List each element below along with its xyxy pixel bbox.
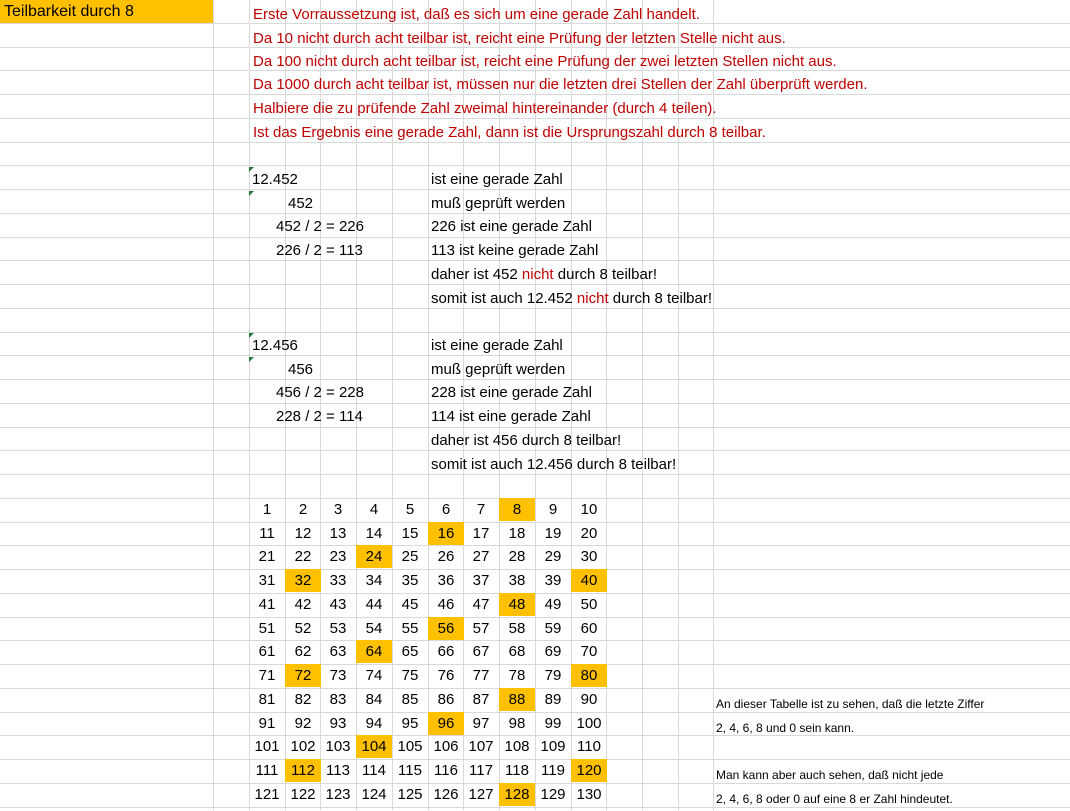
- number-cell[interactable]: 76: [437, 667, 455, 684]
- number-cell-multiple-of-8[interactable]: 128: [499, 783, 535, 806]
- number-cell-multiple-of-8[interactable]: 16: [428, 522, 464, 545]
- example1-number[interactable]: 12.452: [252, 171, 298, 188]
- number-cell[interactable]: 84: [365, 691, 383, 708]
- intro-line-1: Erste Vorraussetzung ist, daß es sich um eine gerade Zahl handelt.: [253, 6, 700, 23]
- number-cell[interactable]: 27: [472, 548, 490, 565]
- number-cell[interactable]: 69: [544, 643, 562, 660]
- number-cell[interactable]: 2: [298, 501, 308, 518]
- sheet-title-cell[interactable]: Teilbarkeit durch 8: [0, 0, 213, 23]
- number-cell[interactable]: 9: [548, 501, 558, 518]
- number-cell[interactable]: 13: [329, 525, 347, 542]
- number-cell-multiple-of-8[interactable]: 40: [571, 569, 607, 592]
- number-cell[interactable]: 116: [434, 762, 458, 779]
- number-cell[interactable]: 122: [290, 786, 316, 803]
- example2-step-2[interactable]: 228 / 2 = 114: [276, 408, 363, 425]
- number-cell[interactable]: 102: [290, 738, 316, 755]
- number-cell-multiple-of-8[interactable]: 24: [356, 545, 392, 568]
- row-gridline: [0, 165, 1070, 166]
- conclusion-text: somit ist auch 12.452: [431, 290, 577, 307]
- number-cell[interactable]: 4: [369, 501, 379, 518]
- conclusion-text: daher ist 452: [431, 266, 522, 283]
- text-number-indicator-icon: [249, 191, 254, 196]
- conclusion-text: durch 8 teilbar!: [608, 290, 712, 307]
- number-cell[interactable]: 125: [397, 786, 423, 803]
- intro-line-2: Da 10 nicht durch acht teilbar ist, reicht eine Prüfung der letzten Stelle nicht aus.: [253, 30, 786, 47]
- number-cell[interactable]: 94: [365, 715, 383, 732]
- number-cell[interactable]: 115: [398, 762, 422, 779]
- number-cell[interactable]: 53: [329, 620, 347, 637]
- example1-result-1[interactable]: ist eine gerade Zahl: [431, 171, 563, 188]
- number-cell[interactable]: 121: [254, 786, 280, 803]
- number-cell[interactable]: 25: [401, 548, 419, 565]
- intro-line-4: Da 1000 durch acht teilbar ist, müssen nur die letzten drei Stellen der Zahl überprüft werden.: [253, 76, 868, 93]
- number-cell[interactable]: 108: [504, 738, 530, 755]
- number-cell[interactable]: 6: [441, 501, 451, 518]
- number-cell[interactable]: 35: [401, 572, 419, 589]
- number-cell[interactable]: 49: [544, 596, 562, 613]
- intro-line-6: Ist das Ergebnis eine gerade Zahl, dann ist die Ursprungszahl durch 8 teilbar.: [253, 124, 766, 141]
- number-cell[interactable]: 97: [472, 715, 490, 732]
- number-cell-multiple-of-8[interactable]: 120: [571, 759, 607, 782]
- number-cell[interactable]: 82: [294, 691, 312, 708]
- number-cell[interactable]: 38: [508, 572, 526, 589]
- example2-result-3[interactable]: 228 ist eine gerade Zahl: [431, 384, 592, 401]
- number-cell[interactable]: 95: [401, 715, 419, 732]
- example2-last-three-digits[interactable]: 456: [288, 361, 314, 378]
- number-cell[interactable]: 37: [472, 572, 490, 589]
- number-cell[interactable]: 31: [258, 572, 276, 589]
- number-cell[interactable]: 50: [580, 596, 598, 613]
- number-cell[interactable]: 29: [544, 548, 562, 565]
- number-cell-multiple-of-8[interactable]: 32: [285, 569, 321, 592]
- number-cell[interactable]: 17: [472, 525, 490, 542]
- number-cell[interactable]: 65: [401, 643, 419, 660]
- number-cell-multiple-of-8[interactable]: 72: [285, 664, 321, 687]
- number-cell[interactable]: 51: [258, 620, 276, 637]
- number-cell[interactable]: 47: [472, 596, 490, 613]
- number-cell-multiple-of-8[interactable]: 88: [499, 688, 535, 711]
- number-cell[interactable]: 110: [577, 738, 601, 755]
- number-cell[interactable]: 36: [437, 572, 455, 589]
- number-cell-multiple-of-8[interactable]: 80: [571, 664, 607, 687]
- row-gridline: [0, 332, 1070, 333]
- number-cell[interactable]: 114: [362, 762, 386, 779]
- number-cell[interactable]: 107: [468, 738, 494, 755]
- number-cell[interactable]: 12: [294, 525, 312, 542]
- number-cell[interactable]: 67: [472, 643, 490, 660]
- negation-word: nicht: [576, 290, 609, 307]
- number-cell-multiple-of-8[interactable]: 96: [428, 712, 464, 735]
- number-cell[interactable]: 105: [397, 738, 423, 755]
- number-cell[interactable]: 83: [329, 691, 347, 708]
- number-cell[interactable]: 79: [544, 667, 562, 684]
- negation-word: nicht: [521, 266, 554, 283]
- number-cell[interactable]: 92: [294, 715, 312, 732]
- number-cell[interactable]: 126: [433, 786, 459, 803]
- number-cell[interactable]: 89: [544, 691, 562, 708]
- number-cell[interactable]: 101: [254, 738, 280, 755]
- number-cell[interactable]: 98: [508, 715, 526, 732]
- example1-step-2[interactable]: 226 / 2 = 113: [276, 242, 363, 259]
- number-cell[interactable]: 52: [294, 620, 312, 637]
- number-cell[interactable]: 130: [576, 786, 602, 803]
- number-cell[interactable]: 57: [472, 620, 490, 637]
- example1-result-4[interactable]: 113 ist keine gerade Zahl: [431, 242, 599, 259]
- number-cell[interactable]: 118: [505, 762, 529, 779]
- number-cell[interactable]: 45: [401, 596, 419, 613]
- number-cell[interactable]: 85: [401, 691, 419, 708]
- number-cell-multiple-of-8[interactable]: 104: [356, 735, 392, 758]
- number-cell[interactable]: 59: [544, 620, 562, 637]
- number-cell[interactable]: 39: [544, 572, 562, 589]
- example2-step-1[interactable]: 456 / 2 = 228: [276, 384, 364, 401]
- example2-number[interactable]: 12.456: [252, 337, 298, 354]
- number-cell[interactable]: 71: [258, 667, 276, 684]
- number-cell[interactable]: 90: [580, 691, 598, 708]
- number-cell[interactable]: 124: [361, 786, 387, 803]
- number-cell[interactable]: 20: [580, 525, 598, 542]
- number-cell[interactable]: 123: [325, 786, 351, 803]
- number-cell[interactable]: 41: [258, 596, 276, 613]
- note-line-4[interactable]: 2, 4, 6, 8 oder 0 auf eine 8 er Zahl hindeutet.: [716, 792, 953, 806]
- number-cell[interactable]: 58: [508, 620, 526, 637]
- number-cell-multiple-of-8[interactable]: 48: [499, 593, 535, 616]
- intro-line-5: Halbiere die zu prüfende Zahl zweimal hintereinander (durch 4 teilen).: [253, 100, 717, 117]
- number-cell[interactable]: 61: [258, 643, 276, 660]
- number-cell[interactable]: 106: [433, 738, 459, 755]
- number-cell[interactable]: 111: [255, 762, 279, 779]
- number-cell[interactable]: 10: [580, 501, 598, 518]
- number-cell[interactable]: 42: [294, 596, 312, 613]
- example2-result-2[interactable]: muß geprüft werden: [431, 361, 566, 378]
- number-cell[interactable]: 1: [262, 501, 272, 518]
- number-cell[interactable]: 3: [333, 501, 343, 518]
- number-cell[interactable]: 7: [476, 501, 486, 518]
- number-cell[interactable]: 22: [294, 548, 312, 565]
- example1-conclusion-2[interactable]: [431, 287, 712, 310]
- example1-last-three-digits[interactable]: 452: [288, 195, 314, 212]
- example2-conclusion-1[interactable]: daher ist 456 durch 8 teilbar!: [431, 432, 622, 449]
- number-cell-multiple-of-8[interactable]: 56: [428, 617, 464, 640]
- number-cell[interactable]: 15: [401, 525, 419, 542]
- number-cell[interactable]: 14: [365, 525, 383, 542]
- number-cell[interactable]: 87: [472, 691, 490, 708]
- number-cell[interactable]: 26: [437, 548, 455, 565]
- number-cell[interactable]: 43: [329, 596, 347, 613]
- number-cell[interactable]: 21: [258, 548, 276, 565]
- number-cell[interactable]: 119: [541, 762, 565, 779]
- number-cell[interactable]: 66: [437, 643, 455, 660]
- note-line-2[interactable]: 2, 4, 6, 8 und 0 sein kann.: [716, 721, 855, 735]
- number-cell[interactable]: 30: [580, 548, 598, 565]
- conclusion-text: durch 8 teilbar!: [553, 266, 657, 283]
- number-cell[interactable]: 62: [294, 643, 312, 660]
- number-cell[interactable]: 33: [329, 572, 347, 589]
- number-cell[interactable]: 99: [544, 715, 562, 732]
- number-cell[interactable]: 75: [401, 667, 419, 684]
- number-cell[interactable]: 117: [469, 762, 493, 779]
- example1-result-2[interactable]: muß geprüft werden: [431, 195, 566, 212]
- number-cell[interactable]: 23: [329, 548, 347, 565]
- number-cell-multiple-of-8[interactable]: 8: [499, 498, 535, 521]
- number-cell[interactable]: 19: [544, 525, 562, 542]
- number-cell[interactable]: 11: [259, 525, 275, 542]
- number-cell[interactable]: 68: [508, 643, 526, 660]
- number-cell[interactable]: 81: [258, 691, 276, 708]
- note-line-1[interactable]: An dieser Tabelle ist zu sehen, daß die letzte Ziffer: [716, 697, 985, 711]
- number-cell[interactable]: 93: [329, 715, 347, 732]
- number-cell[interactable]: 74: [365, 667, 383, 684]
- note-line-3[interactable]: Man kann aber auch sehen, daß nicht jede: [716, 768, 944, 782]
- example1-result-3[interactable]: 226 ist eine gerade Zahl: [431, 218, 592, 235]
- number-cell[interactable]: 73: [329, 667, 347, 684]
- example2-result-1[interactable]: ist eine gerade Zahl: [431, 337, 563, 354]
- number-cell[interactable]: 44: [365, 596, 383, 613]
- example2-result-4[interactable]: 114 ist eine gerade Zahl: [431, 408, 591, 425]
- number-cell-multiple-of-8[interactable]: 64: [356, 640, 392, 663]
- number-cell[interactable]: 113: [326, 762, 350, 779]
- text-number-indicator-icon: [249, 357, 254, 362]
- number-cell[interactable]: 55: [401, 620, 419, 637]
- number-cell[interactable]: 86: [437, 691, 455, 708]
- number-cell[interactable]: 109: [540, 738, 566, 755]
- number-cell[interactable]: 46: [437, 596, 455, 613]
- number-cell[interactable]: 78: [508, 667, 526, 684]
- number-cell[interactable]: 103: [325, 738, 351, 755]
- number-cell[interactable]: 28: [508, 548, 526, 565]
- example1-step-1[interactable]: 452 / 2 = 226: [276, 218, 364, 235]
- number-cell[interactable]: 77: [472, 667, 490, 684]
- example2-conclusion-2[interactable]: somit ist auch 12.456 durch 8 teilbar!: [431, 456, 677, 473]
- number-cell[interactable]: 5: [405, 501, 415, 518]
- number-cell-multiple-of-8[interactable]: 112: [285, 759, 321, 782]
- number-cell[interactable]: 127: [468, 786, 494, 803]
- number-cell[interactable]: 91: [258, 715, 276, 732]
- example1-conclusion-1[interactable]: [431, 263, 657, 286]
- number-cell[interactable]: 63: [329, 643, 347, 660]
- number-cell[interactable]: 129: [540, 786, 566, 803]
- number-cell[interactable]: 18: [508, 525, 526, 542]
- number-cell[interactable]: 34: [365, 572, 383, 589]
- number-cell[interactable]: 60: [580, 620, 598, 637]
- number-cell[interactable]: 70: [580, 643, 598, 660]
- number-cell[interactable]: 100: [576, 715, 602, 732]
- number-cell[interactable]: 54: [365, 620, 383, 637]
- intro-line-3: Da 100 nicht durch acht teilbar ist, reicht eine Prüfung der zwei letzten Stellen nicht aus.: [253, 53, 837, 70]
